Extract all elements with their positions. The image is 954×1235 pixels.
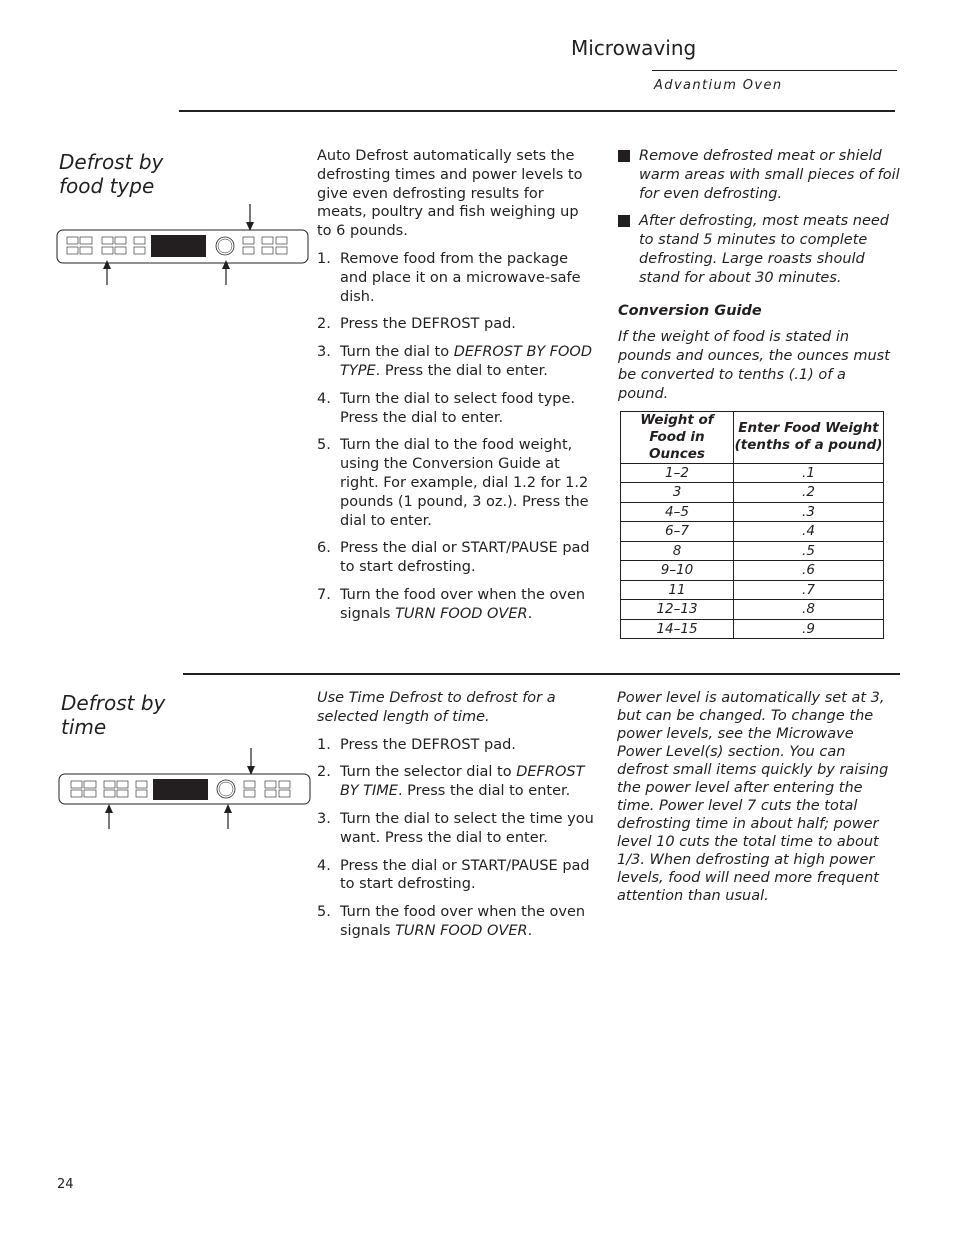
control-panel-diagram [56, 204, 310, 288]
section1-intro: Auto Defrost automatically sets the defrosting times and power levels to give even defrosting results for meats, poultry and fish weighing up to 6 pounds. [317, 148, 583, 240]
cell-tenths: .7 [734, 580, 884, 600]
list-item [317, 810, 602, 848]
table-row [621, 600, 884, 620]
cell-ounces: 6–7 [621, 522, 734, 542]
bullet-text: Remove defrosted meat or shield warm areas with small pieces of foil for even defrosting. [639, 148, 900, 202]
section2-intro: Use Time Defrost to defrost for a selected length of time. [317, 690, 556, 725]
step-text-pre: Turn the food over when the oven signals [340, 904, 586, 939]
control-panel-illustration [58, 748, 312, 832]
list-item [317, 857, 602, 895]
step-number: 4. [317, 390, 331, 407]
bullet-square-icon [618, 215, 630, 227]
section-title-line: time [61, 715, 107, 739]
step-text: Press the DEFROST pad. [340, 736, 516, 753]
section-title-defrost-food-type [59, 150, 163, 198]
cell-ounces: 3 [621, 483, 734, 503]
list-item [317, 343, 597, 381]
list-item [317, 903, 602, 941]
step-text-emphasis: DEFROST BY TIME [340, 764, 585, 800]
step-text-emphasis: DEFROST BY FOOD TYPE [340, 344, 593, 379]
list-item [317, 250, 597, 306]
list-item [317, 586, 597, 624]
control-panel-diagram [58, 748, 312, 832]
cell-tenths: .5 [734, 541, 884, 561]
cell-ounces: 11 [621, 580, 734, 600]
conversion-guide-heading: Conversion Guide [618, 302, 762, 319]
list-item [317, 390, 597, 428]
cell-ounces: 4–5 [621, 502, 734, 522]
page-section-title: Microwaving [571, 36, 697, 60]
step-text-post: . Press the dial to enter. [397, 783, 571, 800]
cell-ounces: 12–13 [621, 600, 734, 620]
step-text-emphasis: TURN FOOD OVER [395, 922, 528, 939]
cell-tenths: .9 [734, 619, 884, 639]
cell-tenths: .2 [734, 483, 884, 503]
section-title-line: Defrost by [61, 691, 166, 715]
step-number: 3. [317, 810, 331, 827]
list-item [618, 212, 902, 287]
section-title-line: food type [59, 174, 155, 198]
bullet-square-icon [618, 150, 630, 162]
step-text-pre: Turn the dial to [340, 344, 454, 361]
step-text-post: . Press the dial to enter. [375, 362, 548, 379]
list-item [317, 539, 597, 577]
section-divider [183, 673, 900, 675]
table-row [621, 502, 884, 522]
step-text-pre: Turn the food over when the oven signals [340, 586, 586, 622]
list-item [317, 436, 597, 530]
section1-steps [317, 250, 597, 624]
step-number: 7. [317, 586, 331, 603]
page-subtitle: Advantium Oven [654, 78, 783, 93]
table-row [621, 541, 884, 561]
section1-bullets [618, 147, 902, 288]
list-item [317, 315, 597, 334]
step-number: 1. [317, 736, 331, 753]
step-text: Turn the dial to the food weight, using the Conversion Guide at right. For example, dial 1.2 for 1.2 pounds (1 pound, 3 oz.). Press the dial to enter. [340, 437, 589, 529]
step-number: 1. [317, 250, 331, 267]
step-number: 2. [317, 316, 331, 333]
table-header-row [621, 411, 884, 463]
section1-instructions [317, 147, 597, 624]
step-text: Turn the dial to select the time you want. Press the dial to enter. [340, 810, 594, 846]
cell-tenths: .8 [734, 600, 884, 620]
step-number: 5. [317, 904, 331, 921]
step-text: Turn the dial to select food type. Press the dial to enter. [340, 390, 576, 426]
table-row [621, 561, 884, 581]
cell-tenths: .6 [734, 561, 884, 581]
section2-power-note: Power level is automatically set at 3, but can be changed. To change the power levels, see the Microwave Power Level(s) section. You can defrost small items quickly by raising the power level after entering the time. Power level 7 cuts the total defrosting time in about half; power level 10 cuts the total time to about 1/3. When defrosting at high power levels, food will need more frequent attention than usual. [617, 690, 889, 904]
section-title-defrost-time [61, 691, 165, 739]
step-text-emphasis: TURN FOOD OVER [395, 605, 528, 622]
table-row [621, 522, 884, 542]
cell-tenths: .1 [734, 463, 884, 483]
step-number: 6. [317, 540, 331, 557]
cell-ounces: 8 [621, 541, 734, 561]
cell-tenths: .4 [734, 522, 884, 542]
table-row [621, 580, 884, 600]
list-item [317, 763, 602, 801]
section1-tips [618, 147, 902, 639]
step-number: 2. [317, 764, 331, 781]
step-number: 3. [317, 344, 331, 361]
step-text: Press the DEFROST pad. [340, 316, 516, 333]
column-header-tenths: Enter Food Weight (tenths of a pound) [734, 411, 884, 463]
page-number: 24 [57, 1177, 74, 1192]
table-row [621, 463, 884, 483]
conversion-guide-text: If the weight of food is stated in pounds and ounces, the ounces must be converted to tenths (.1) of a pound. [618, 329, 890, 402]
section-title-line: Defrost by [59, 150, 164, 174]
step-text: Press the dial or START/PAUSE pad to start defrosting. [340, 857, 590, 893]
step-number: 4. [317, 857, 331, 874]
table-row [621, 483, 884, 503]
list-item [317, 736, 602, 755]
control-panel-illustration [56, 204, 310, 288]
step-text: Press the dial or START/PAUSE pad to start defrosting. [340, 540, 590, 576]
step-text-post: . [527, 922, 533, 939]
column-header-ounces: Weight of Food in Ounces [621, 411, 734, 463]
step-number: 5. [317, 437, 331, 454]
step-text-post: . [527, 605, 533, 622]
conversion-table [620, 411, 884, 640]
step-text: Remove food from the package and place it on a microwave-safe dish. [340, 250, 581, 305]
header-divider [179, 110, 895, 112]
cell-ounces: 1–2 [621, 463, 734, 483]
cell-ounces: 9–10 [621, 561, 734, 581]
bullet-text: After defrosting, most meats need to stand 5 minutes to complete defrosting. Large roasts should stand for about 30 minutes. [639, 213, 890, 286]
cell-ounces: 14–15 [621, 619, 734, 639]
list-item [618, 147, 902, 203]
section2-steps [317, 736, 602, 941]
section2-instructions [317, 689, 602, 941]
table-row [621, 619, 884, 639]
cell-tenths: .3 [734, 502, 884, 522]
header-rule [652, 70, 897, 71]
step-text-pre: Turn the selector dial to [340, 764, 517, 781]
